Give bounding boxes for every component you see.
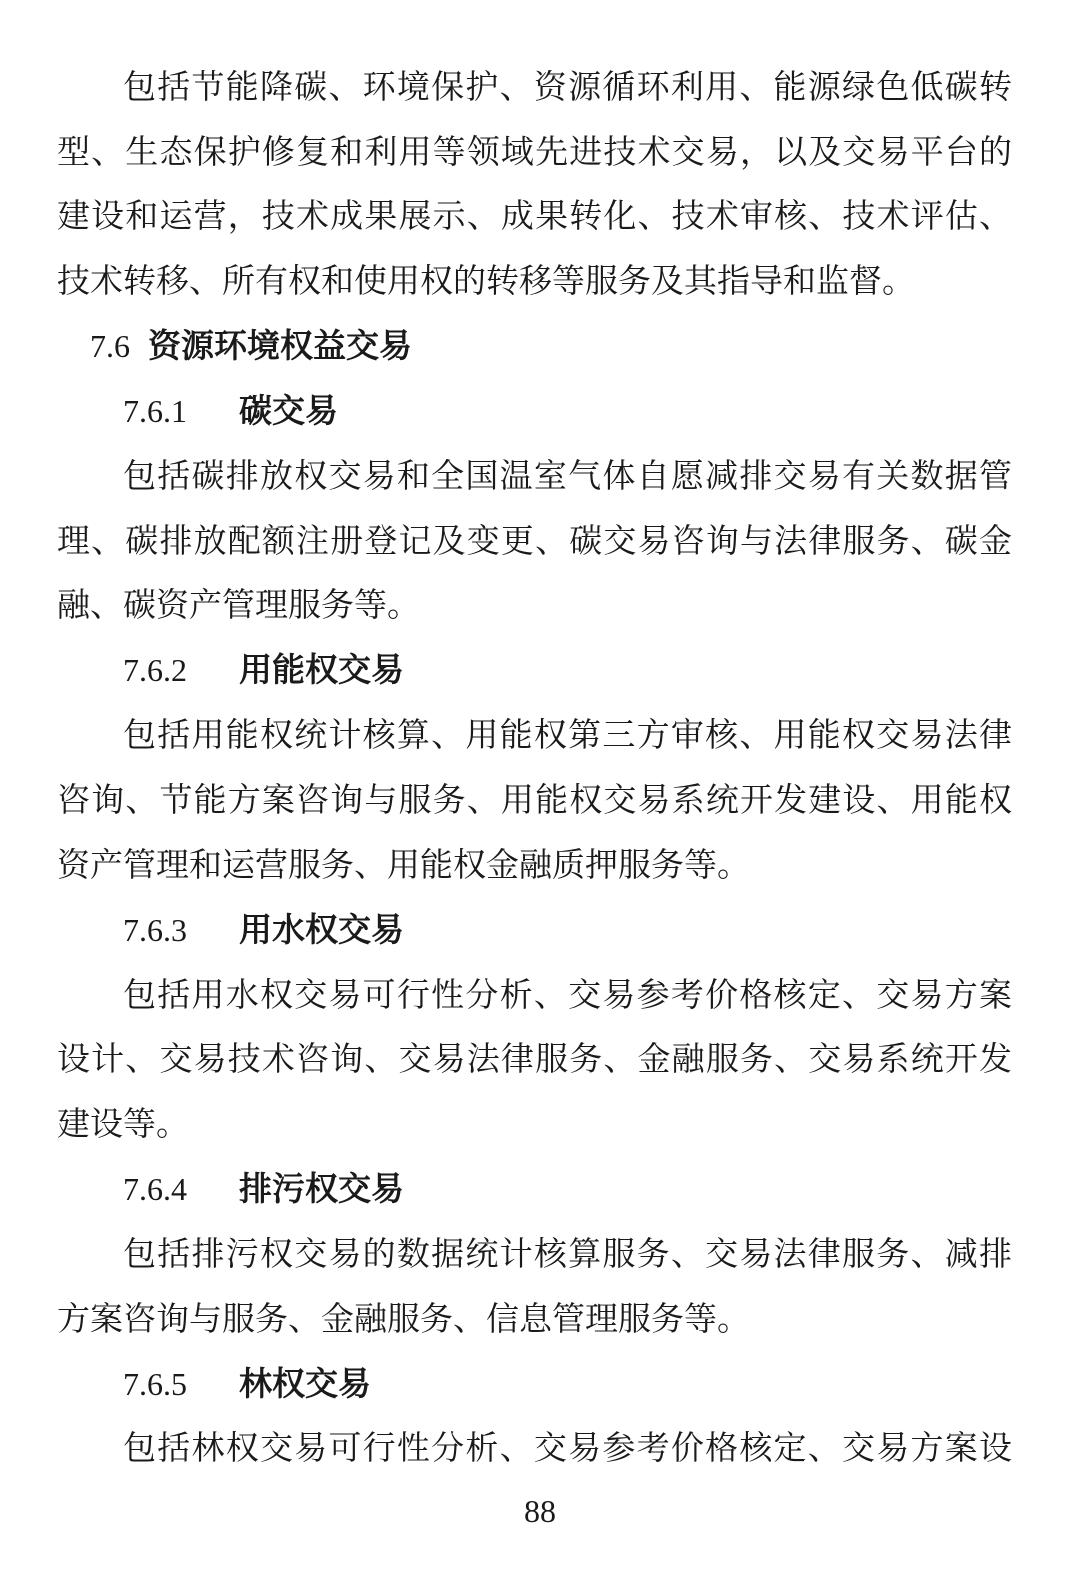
subsection-heading bbox=[123, 379, 338, 443]
paragraph-line: 包括用能权统计核算、用能权第三方审核、用能权交易法律 bbox=[123, 715, 1012, 754]
subsection-heading bbox=[123, 1157, 404, 1221]
paragraph-line: 包括用水权交易可行性分析、交易参考价格核定、交易方案 bbox=[123, 975, 1012, 1014]
paragraph-line: 资产管理和运营服务、用能权金融质押服务等。 bbox=[57, 845, 750, 884]
paragraph-line: 技术转移、所有权和使用权的转移等服务及其指导和监督。 bbox=[57, 261, 915, 300]
section-title: 资源环境权益交易 bbox=[148, 326, 412, 365]
subsection-title: 用水权交易 bbox=[239, 910, 404, 949]
paragraph-line: 包括节能降碳、环境保护、资源循环利用、能源绿色低碳转 bbox=[123, 67, 1012, 106]
subsection-number: 7.6.5 bbox=[123, 1366, 187, 1402]
subsection-number: 7.6.4 bbox=[123, 1171, 187, 1207]
paragraph-line: 型、生态保护修复和利用等领域先进技术交易，以及交易平台的 bbox=[57, 132, 1012, 171]
paragraph-line: 方案咨询与服务、金融服务、信息管理服务等。 bbox=[57, 1299, 750, 1338]
paragraph-line: 咨询、节能方案咨询与服务、用能权交易系统开发建设、用能权 bbox=[57, 780, 1012, 819]
page-number: 88 bbox=[524, 1493, 556, 1529]
subsection-heading bbox=[123, 638, 404, 702]
subsection-title: 用能权交易 bbox=[239, 650, 404, 689]
subsection-title: 林权交易 bbox=[239, 1364, 371, 1403]
paragraph-line: 建设等。 bbox=[57, 1104, 189, 1143]
subsection-number: 7.6.3 bbox=[123, 912, 187, 948]
paragraph-line: 包括排污权交易的数据统计核算服务、交易法律服务、减排 bbox=[123, 1234, 1012, 1273]
section-number: 7.6 bbox=[90, 328, 130, 364]
paragraph-line: 包括碳排放权交易和全国温室气体自愿减排交易有关数据管 bbox=[123, 456, 1012, 495]
subsection-title: 碳交易 bbox=[239, 391, 338, 430]
section-heading bbox=[90, 314, 412, 378]
paragraph-line: 理、碳排放配额注册登记及变更、碳交易咨询与法律服务、碳金 bbox=[57, 521, 1012, 560]
paragraph-line: 建设和运营，技术成果展示、成果转化、技术审核、技术评估、 bbox=[57, 196, 1012, 235]
paragraph-line: 设计、交易技术咨询、交易法律服务、金融服务、交易系统开发 bbox=[57, 1039, 1012, 1078]
subsection-heading bbox=[123, 898, 404, 962]
paragraph-line: 包括林权交易可行性分析、交易参考价格核定、交易方案设 bbox=[123, 1428, 1012, 1467]
subsection-number: 7.6.2 bbox=[123, 652, 187, 688]
subsection-heading bbox=[123, 1352, 371, 1416]
paragraph-line: 融、碳资产管理服务等。 bbox=[57, 585, 420, 624]
subsection-number: 7.6.1 bbox=[123, 393, 187, 429]
subsection-title: 排污权交易 bbox=[239, 1169, 404, 1208]
